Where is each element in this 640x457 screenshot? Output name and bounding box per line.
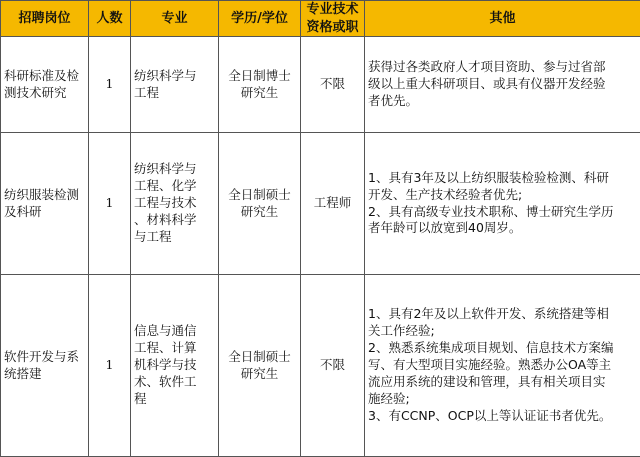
major-line: 工程 [134,84,160,100]
position-line: 科研标准及检 [4,67,80,83]
cell-qualification: 不限 [301,37,365,133]
other-line: 流应用系统的建设和管理，具有相关项目实 [368,373,606,389]
education-line: 全日制硕士 [228,348,291,364]
cell-major [131,37,219,133]
major-line: 机科学与技 [134,357,197,373]
education-line: 全日制硕士 [228,186,291,202]
other-line: 2、具有高级专业技术职称、博士研究生学历 [368,203,614,219]
other-line: 写、有大型项目实施经验。熟悉办公OA等主 [368,357,612,373]
header-other: 其他 [365,1,640,37]
major-line: 纺织科学与 [134,161,197,177]
cell-qualification: 不限 [301,275,365,457]
cell-education [219,275,301,457]
education-line: 研究生 [240,365,279,381]
header-position: 招聘岗位 [1,1,89,37]
other-line: 级以上重大科研项目、或具有仪器开发经验 [368,76,606,92]
other-line: 3、有CCNP、OCP以上等认证证书者优先。 [368,407,612,423]
major-line: 纺织科学与 [134,67,197,83]
cell-count: 1 [89,275,131,457]
cell-other [365,275,640,457]
position-line: 测技术研究 [4,84,67,100]
cell-count: 1 [89,133,131,275]
header-row [1,1,640,37]
cell-position [1,133,89,275]
header-qualification-line: 资格或职 [306,19,359,35]
other-line: 开发、生产技术经验者优先; [368,186,523,202]
position-line: 统搭建 [4,365,42,381]
table-row [1,133,640,275]
position-line: 及科研 [4,203,42,219]
other-line: 1、具有2年及以上软件开发、系统搭建等相 [368,306,609,322]
major-line: 工程与技术 [134,195,197,211]
cell-other [365,37,640,133]
position-line: 软件开发与系 [4,348,80,364]
cell-major [131,133,219,275]
table-row [1,37,640,133]
cell-qualification: 工程师 [301,133,365,275]
other-line: 关工作经验; [368,323,435,339]
education-line: 研究生 [240,84,279,100]
major-line: 信息与通信 [134,323,197,339]
education-line: 研究生 [240,203,279,219]
cell-major [131,275,219,457]
other-line: 获得过各类政府人才项目资助、参与过省部 [368,59,606,75]
position-line: 纺织服装检测 [4,186,80,202]
header-education: 学历/学位 [219,1,301,37]
cell-education [219,37,301,133]
header-major: 专业 [131,1,219,37]
education-line: 全日制博士 [228,67,291,83]
other-line: 者年龄可以放宽到40周岁。 [368,220,522,236]
major-line: 程 [134,390,147,406]
cell-position [1,37,89,133]
header-count: 人数 [89,1,131,37]
major-line: 工程、化学 [134,178,197,194]
cell-position [1,275,89,457]
other-line: 2、熟悉系统集成项目规划、信息技术方案编 [368,340,614,356]
other-line: 1、具有3年及以上纺织服装检验检测、科研 [368,169,609,185]
table-row [1,275,640,457]
cell-education [219,133,301,275]
cell-count: 1 [89,37,131,133]
header-qualification-line: 专业技术 [306,2,359,17]
major-line: 与工程 [134,228,172,244]
major-line: 、材料科学 [134,212,197,228]
header-qualification [301,1,365,37]
other-line: 施经验; [368,390,410,406]
cell-other [365,133,640,275]
other-line: 者优先。 [368,93,419,109]
major-line: 术、软件工 [134,373,197,389]
major-line: 工程、计算 [134,340,197,356]
